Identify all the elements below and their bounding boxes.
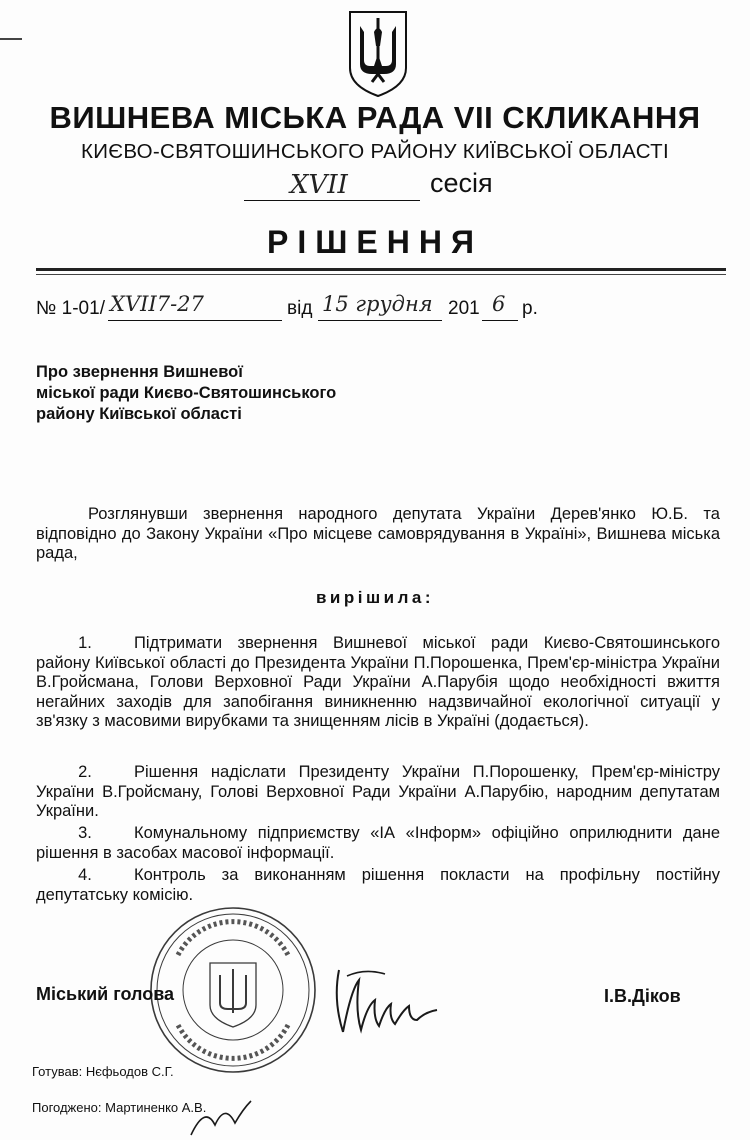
date-handwritten: 15 грудня — [322, 292, 433, 316]
header-rule-thin — [36, 274, 726, 275]
mayor-name: І.В.Діков — [604, 986, 681, 1006]
council-name: ВИШНЕВА МІСЬКА РАДА VII СКЛИКАННЯ — [49, 100, 701, 135]
district-name: КИЄВО-СВЯТОШИНСЬКОГО РАЙОНУ КИЇВСЬКОЇ ОБЛАСТІ — [81, 140, 669, 163]
coat-of-arms-icon — [346, 8, 410, 98]
item-number: 3. — [78, 824, 92, 842]
mayor-label: Міський голова — [36, 984, 175, 1004]
resolution-item — [36, 866, 720, 905]
date-underline — [318, 320, 442, 321]
subject-line: міської ради Києво-Святошинського — [36, 384, 337, 402]
preamble-text: Розглянувши звернення народного депутата України Дерев'янко Ю.Б. та відповідно до Закону України «Про місцеве самоврядування в Україні», Вишнева міська рада, — [36, 505, 720, 562]
item-text: Рішення надіслати Президенту України П.Порошенку, Прем'єр-міністру України В.Гройсману, Голові Верховної Ради України А.Парубію, народним депутатам України. — [36, 763, 720, 820]
decision-number-handwritten: XVII7-27 — [110, 292, 204, 316]
mayor-signature — [325, 960, 445, 1050]
header-rule-thick — [36, 268, 726, 271]
subject-line: Про звернення Вишневої — [36, 363, 243, 381]
decision-subject — [36, 362, 416, 425]
subject-line: району Київської області — [36, 405, 242, 423]
decision-number-prefix: № 1-01/ — [36, 298, 105, 319]
resolution-item — [36, 634, 720, 732]
item-number: 2. — [78, 763, 92, 781]
item-text: Комунальному підприємству «ІА «Інформ» офіційно оприлюднити дане рішення в засобах масової інформації. — [36, 824, 720, 862]
year-digit-handwritten: 6 — [492, 292, 506, 316]
session-number-handwritten: XVII — [290, 170, 348, 200]
item-text: Підтримати звернення Вишневої міської ради Києво-Святошинського району Київської області до Президента України П.Порошенка, Прем'єр-міністра України В.Гройсмана, Голови Верховної Ради України А.Парубія щодо необхідності вжиття негайних заходів для запобігання виникненню надзвичайної екологічної ситуації у зв'язку з масовими вирубками та знищенням лісів в Україні (додається). — [36, 634, 720, 730]
decision-title: РІШЕННЯ — [267, 224, 483, 260]
year-underline — [482, 320, 518, 321]
session-underline — [244, 200, 420, 201]
resolution-item — [36, 763, 720, 822]
year-prefix: 201 — [448, 298, 480, 319]
session-label: сесія — [430, 168, 493, 198]
number-underline — [108, 320, 282, 321]
scan-edge-mark — [0, 38, 22, 40]
resolution-item — [36, 824, 720, 863]
approval-signature — [185, 1095, 255, 1140]
item-number: 4. — [78, 866, 92, 884]
item-number: 1. — [78, 634, 92, 652]
resolved-label: вирішила: — [315, 588, 435, 607]
agreed-by: Погоджено: Мартиненко А.В. — [32, 1100, 207, 1115]
year-suffix: р. — [522, 298, 538, 319]
prepared-by: Готував: Нєфьодов С.Г. — [32, 1064, 174, 1079]
date-from-label: від — [287, 298, 313, 319]
item-text: Контроль за виконанням рішення покласти на профільну постійну депутатську комісію. — [36, 866, 720, 904]
